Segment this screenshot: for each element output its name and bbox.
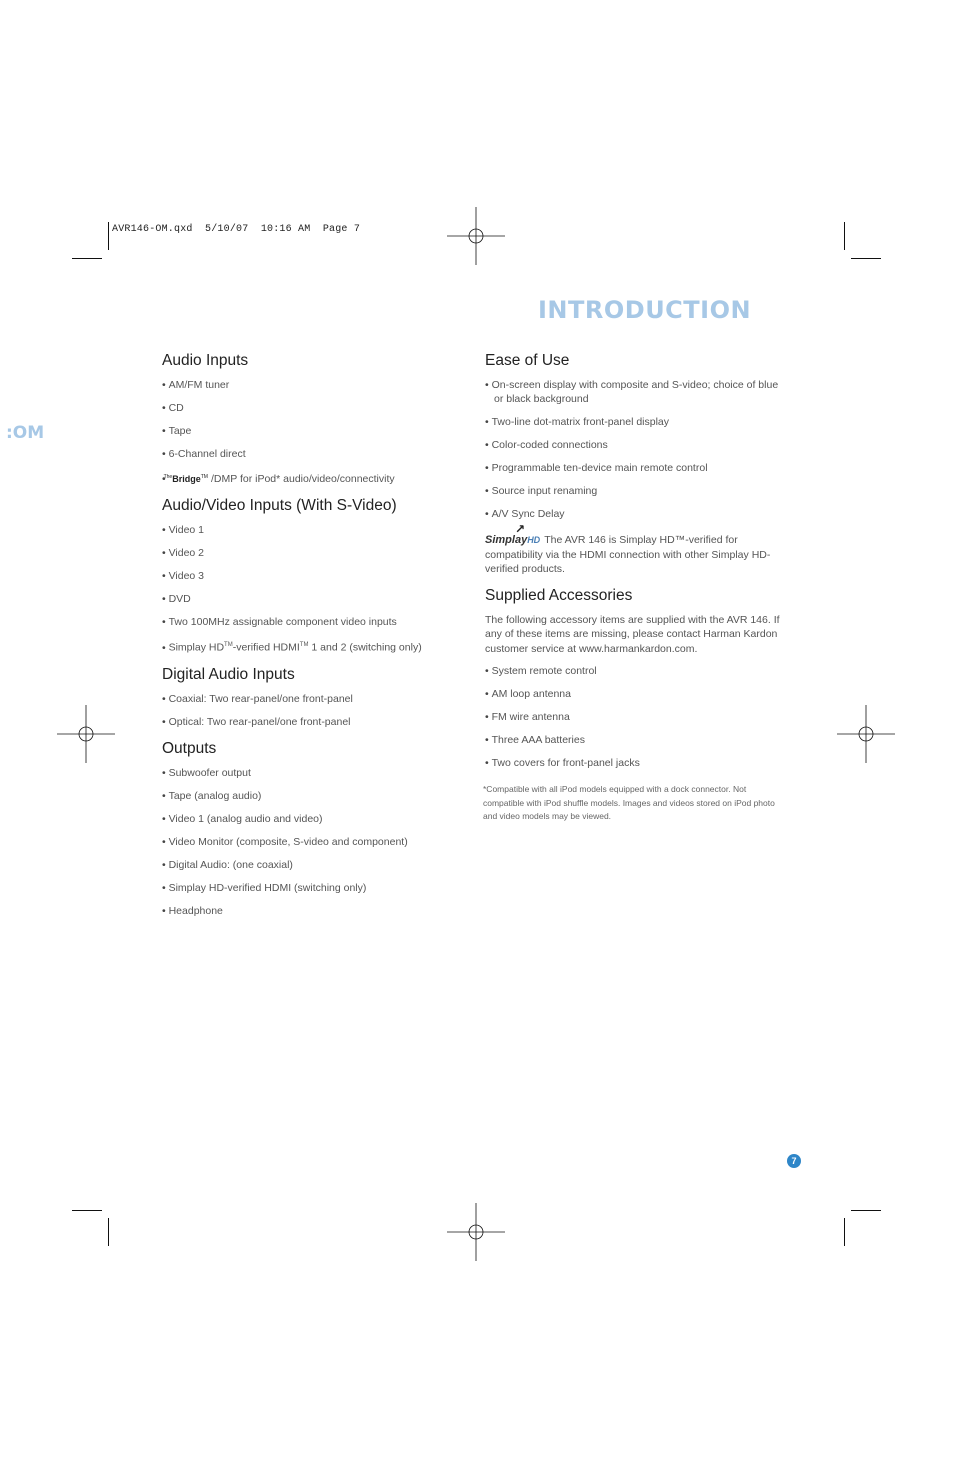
section-heading: Audio/Video Inputs (With S-Video) [162,497,397,514]
section-heading: Digital Audio Inputs [162,665,295,683]
section-heading: Audio Inputs [162,352,249,369]
crop-mark [851,1210,881,1211]
registration-mark-icon [837,705,895,763]
list-item-bridge [162,470,462,486]
section-digital-audio-inputs [162,666,462,729]
left-column [162,352,462,927]
list-item: • Color-coded connections [485,438,785,452]
list-item: • Simplay HD-verified HDMI (switching only) [162,881,462,895]
crop-mark [844,222,845,250]
section-heading: Supplied Accessories [485,586,633,604]
bullet-list [162,523,462,655]
section-heading: Outputs [162,739,217,757]
list-item: • Video 1 [162,523,462,537]
right-column [485,352,785,779]
list-item: • Video 2 [162,546,462,560]
list-item: • 6-Channel direct [162,447,462,461]
section-outputs [162,740,462,918]
section-heading: Ease of Use [485,352,570,369]
page-number-badge: 7 [787,1154,801,1168]
list-item: • Two 100MHz assignable component video inputs [162,615,462,629]
print-slug: AVR146-OM.qxd 5/10/07 10:16 AM Page 7 [112,224,361,235]
crop-mark [851,258,881,259]
registration-mark-icon [447,1203,505,1261]
list-item: • Video 1 (analog audio and video) [162,812,462,826]
crop-mark [108,222,109,250]
section-supplied-accessories [485,587,785,771]
list-item-simplay: • Simplay HD™-verified HDMI™ 1 and 2 (switching only) [162,638,462,655]
list-item: • Coaxial: Two rear-panel/one front-panel [162,692,462,706]
list-item: • Two covers for front-panel jacks [485,756,785,770]
list-item: • A/V Sync Delay [485,507,785,521]
bullet-list [162,692,462,729]
crop-mark [844,1218,845,1246]
list-item: • FM wire antenna [485,710,785,724]
list-item: • Subwoofer output [162,766,462,780]
accessories-intro: The following accessory items are supplied with the AVR 146. If any of these items are missing, please contact Harman Kardon customer service at www.harmankardon.com. [485,613,780,655]
list-item: • Headphone [162,904,462,918]
crop-mark [72,1210,102,1211]
section-av-inputs [162,497,462,655]
bullet-list [162,378,462,486]
list-item: • DVD [162,592,462,606]
list-item: • Digital Audio: (one coaxial) [162,858,462,872]
simplay-hd-logo: ↗ SimplayHD [485,522,541,546]
simplay-swoosh-icon: ↗ [515,522,526,536]
list-item: • On-screen display with composite and S-video; choice of blue or black background [485,378,785,406]
list-item: • Two-line dot-matrix front-panel display [485,415,785,429]
list-item: • Source input renaming [485,484,785,498]
list-item-text: /DMP for iPod* audio/video/connectivity [210,473,395,485]
page-title: INTRODUCTION [538,296,752,324]
registration-mark-icon [447,207,505,265]
list-item: • Video 3 [162,569,462,583]
bullet-list [162,766,462,918]
section-audio-inputs [162,352,462,486]
list-item: • AM loop antenna [485,687,785,701]
list-item: • Tape (analog audio) [162,789,462,803]
bullet-list [485,664,785,770]
list-item: • Three AAA batteries [485,733,785,747]
list-item: • CD [162,401,462,415]
list-item: • Optical: Two rear-panel/one front-panel [162,715,462,729]
section-ease-of-use [485,352,785,577]
bridge-logo: $^{The}$Bridge™ [163,474,208,484]
list-item: • Video Monitor (composite, S-video and component) [162,835,462,849]
list-item: • System remote control [485,664,785,678]
list-item: • AM/FM tuner [162,378,462,392]
list-item: • Tape [162,424,462,438]
footnote: *Compatible with all iPod models equipped with a dock connector. Not compatible with iPod shuffle models. Images and videos stored on iPod photo and video models may be viewed. [483,784,775,821]
edge-text-fragment: :OM [6,423,45,443]
bullet-list [485,378,785,521]
crop-mark [72,258,102,259]
crop-mark [108,1218,109,1246]
simplay-note: ↗ SimplayHD The AVR 146 is Simplay HD™-verified for compatibility via the HDMI connection with other Simplay HD-verified products. [485,522,771,575]
list-item: • Programmable ten-device main remote control [485,461,785,475]
registration-mark-icon [57,705,115,763]
